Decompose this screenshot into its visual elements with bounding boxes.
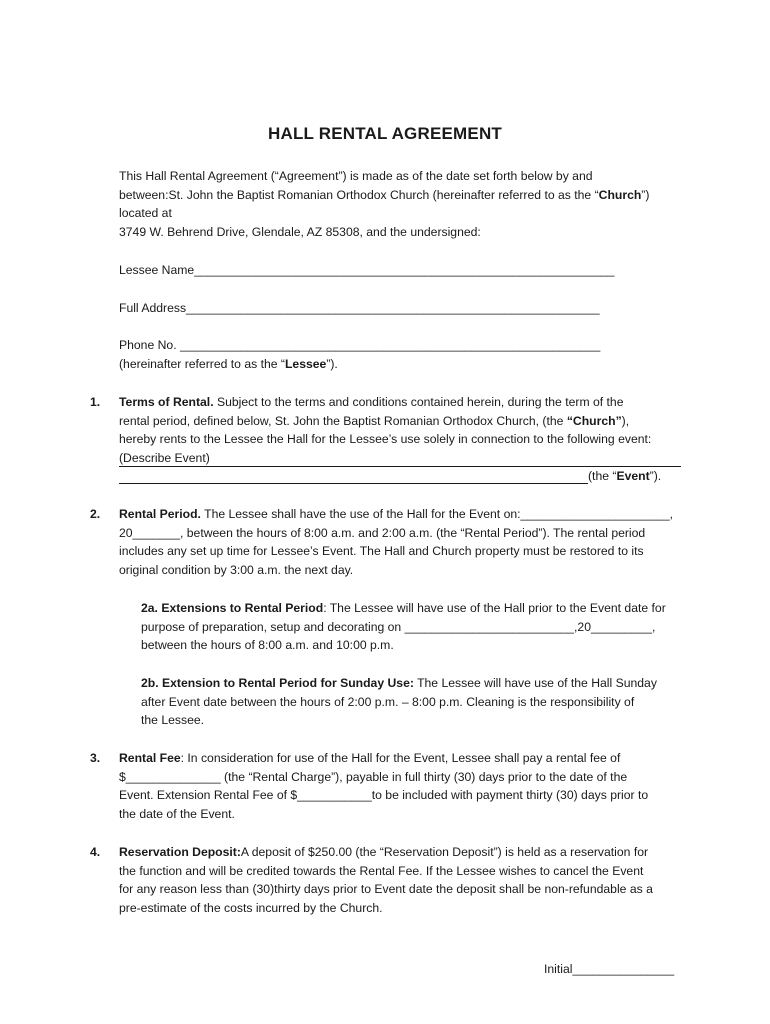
intro-line xyxy=(119,186,679,205)
section-number: 3. xyxy=(90,751,101,765)
section-number: 4. xyxy=(90,845,101,859)
section-rental-fee xyxy=(119,749,684,824)
section-text: : In consideration for use of the Hall for the Event, Lessee shall pay a rental fee of xyxy=(180,751,621,765)
section-line: original condition by 3:00 a.m. the next day. xyxy=(119,563,354,578)
section-line xyxy=(119,749,684,768)
section-terms-of-rental xyxy=(119,393,681,486)
section-line xyxy=(119,505,684,524)
intro-text: between:St. John the Baptist Romanian Orthodox Church (hereinafter referred to as the “ xyxy=(119,187,599,202)
section-line xyxy=(119,412,681,431)
section-line xyxy=(141,674,686,693)
section-line xyxy=(119,843,684,862)
section-line: 20_______, between the hours of 8:00 a.m. and 2:00 a.m. (the “Rental Period”). The rental period xyxy=(119,525,646,540)
church-term: “Church” xyxy=(566,413,622,428)
section-line: the Lessee. xyxy=(141,713,205,728)
section-text: rental period, defined below, St. John the Baptist Romanian Orthodox Church, (the xyxy=(119,413,567,428)
event-blank-line[interactable] xyxy=(119,467,588,484)
lessee-name-field[interactable]: Lessee Name______________________________________________________________ xyxy=(119,263,615,277)
section-line: $______________ (the “Rental Charge”), payable in full thirty (30) days prior to the date of the xyxy=(119,769,628,784)
intro-line: 3749 W. Behrend Drive, Glendale, AZ 85308, and the undersigned: xyxy=(119,225,481,240)
intro-line: located at xyxy=(119,206,172,221)
section-text: A deposit of $250.00 (the “Reservation Deposit”) is held as a reservation for xyxy=(240,845,649,859)
section-number: 2. xyxy=(90,507,101,521)
section-heading: 2b. Extension to Rental Period for Sunday Use: xyxy=(141,676,414,690)
intro-line: This Hall Rental Agreement (“Agreement”) is made as of the date set forth below by and xyxy=(119,169,593,183)
section-heading: Rental Period. xyxy=(119,507,201,521)
section-line: Event. Extension Rental Fee of $___________to be included with payment thirty (30) days prior to xyxy=(119,788,649,803)
section-line: purpose of preparation, setup and decorating on _________________________,20_________, xyxy=(141,619,656,634)
section-heading: Rental Fee xyxy=(119,751,181,765)
section-line: between the hours of 8:00 a.m. and 10:00 p.m. xyxy=(141,638,394,653)
section-2a-extensions xyxy=(141,599,686,655)
section-text: (the “ xyxy=(588,469,617,484)
lessee-definition xyxy=(119,355,679,374)
section-line: the function and will be credited towards the Rental Fee. If the Lessee wishes to cancel the Event xyxy=(119,863,644,878)
section-line: the date of the Event. xyxy=(119,807,235,822)
section-line xyxy=(119,467,681,486)
section-reservation-deposit xyxy=(119,843,684,918)
section-text: Subject to the terms and conditions contained herein, during the term of the xyxy=(213,395,624,409)
section-text: ”). xyxy=(649,469,662,484)
section-text: : The Lessee will have use of the Hall prior to the Event date for xyxy=(323,601,666,615)
section-text: The Lessee shall have the use of the Hall for the Event on:______________________, xyxy=(200,507,674,521)
section-line: after Event date between the hours of 2:00 p.m. – 8:00 p.m. Cleaning is the responsibility of xyxy=(141,694,635,709)
initial-field[interactable]: Initial_______________ xyxy=(544,962,675,976)
section-line xyxy=(141,599,686,618)
phone-field[interactable]: Phone No. ______________________________________________________________ xyxy=(119,338,601,352)
section-line: pre-estimate of the costs incurred by the Church. xyxy=(119,901,383,916)
section-heading: 2a. Extensions to Rental Period xyxy=(141,601,324,615)
section-text: ), xyxy=(621,413,630,428)
phone-block xyxy=(119,336,679,373)
lessee-text: ”). xyxy=(326,356,338,371)
page-title: HALL RENTAL AGREEMENT xyxy=(267,124,502,143)
section-2b-sunday-use xyxy=(141,674,686,730)
lessee-text: (hereinafter referred to as the “ xyxy=(119,356,285,371)
section-text: The Lessee will have use of the Hall Sunday xyxy=(413,676,657,690)
full-address-field[interactable]: Full Address_____________________________________________________________ xyxy=(119,301,600,315)
section-line: includes any set up time for Lessee’s Event. The Hall and Church property must be restored to its xyxy=(119,544,644,559)
lessee-term: Lessee xyxy=(284,356,327,371)
describe-event-label: (Describe Event) xyxy=(119,451,210,466)
intro-text: ”) xyxy=(641,187,650,202)
section-heading: Terms of Rental. xyxy=(119,395,214,409)
church-term: Church xyxy=(598,187,642,202)
section-line: hereby rents to the Lessee the Hall for the Lessee’s use solely in connection to the following event: xyxy=(119,432,652,447)
section-line: for any reason less than (30)thirty days prior to Event date the deposit shall be non-refundable as a xyxy=(119,882,653,897)
section-number: 1. xyxy=(90,395,101,409)
describe-event-field[interactable] xyxy=(119,449,681,467)
section-rental-period xyxy=(119,505,684,580)
event-term: Event xyxy=(616,469,650,484)
intro-paragraph xyxy=(119,167,679,242)
section-line xyxy=(119,393,681,412)
section-heading: Reservation Deposit: xyxy=(119,845,241,859)
